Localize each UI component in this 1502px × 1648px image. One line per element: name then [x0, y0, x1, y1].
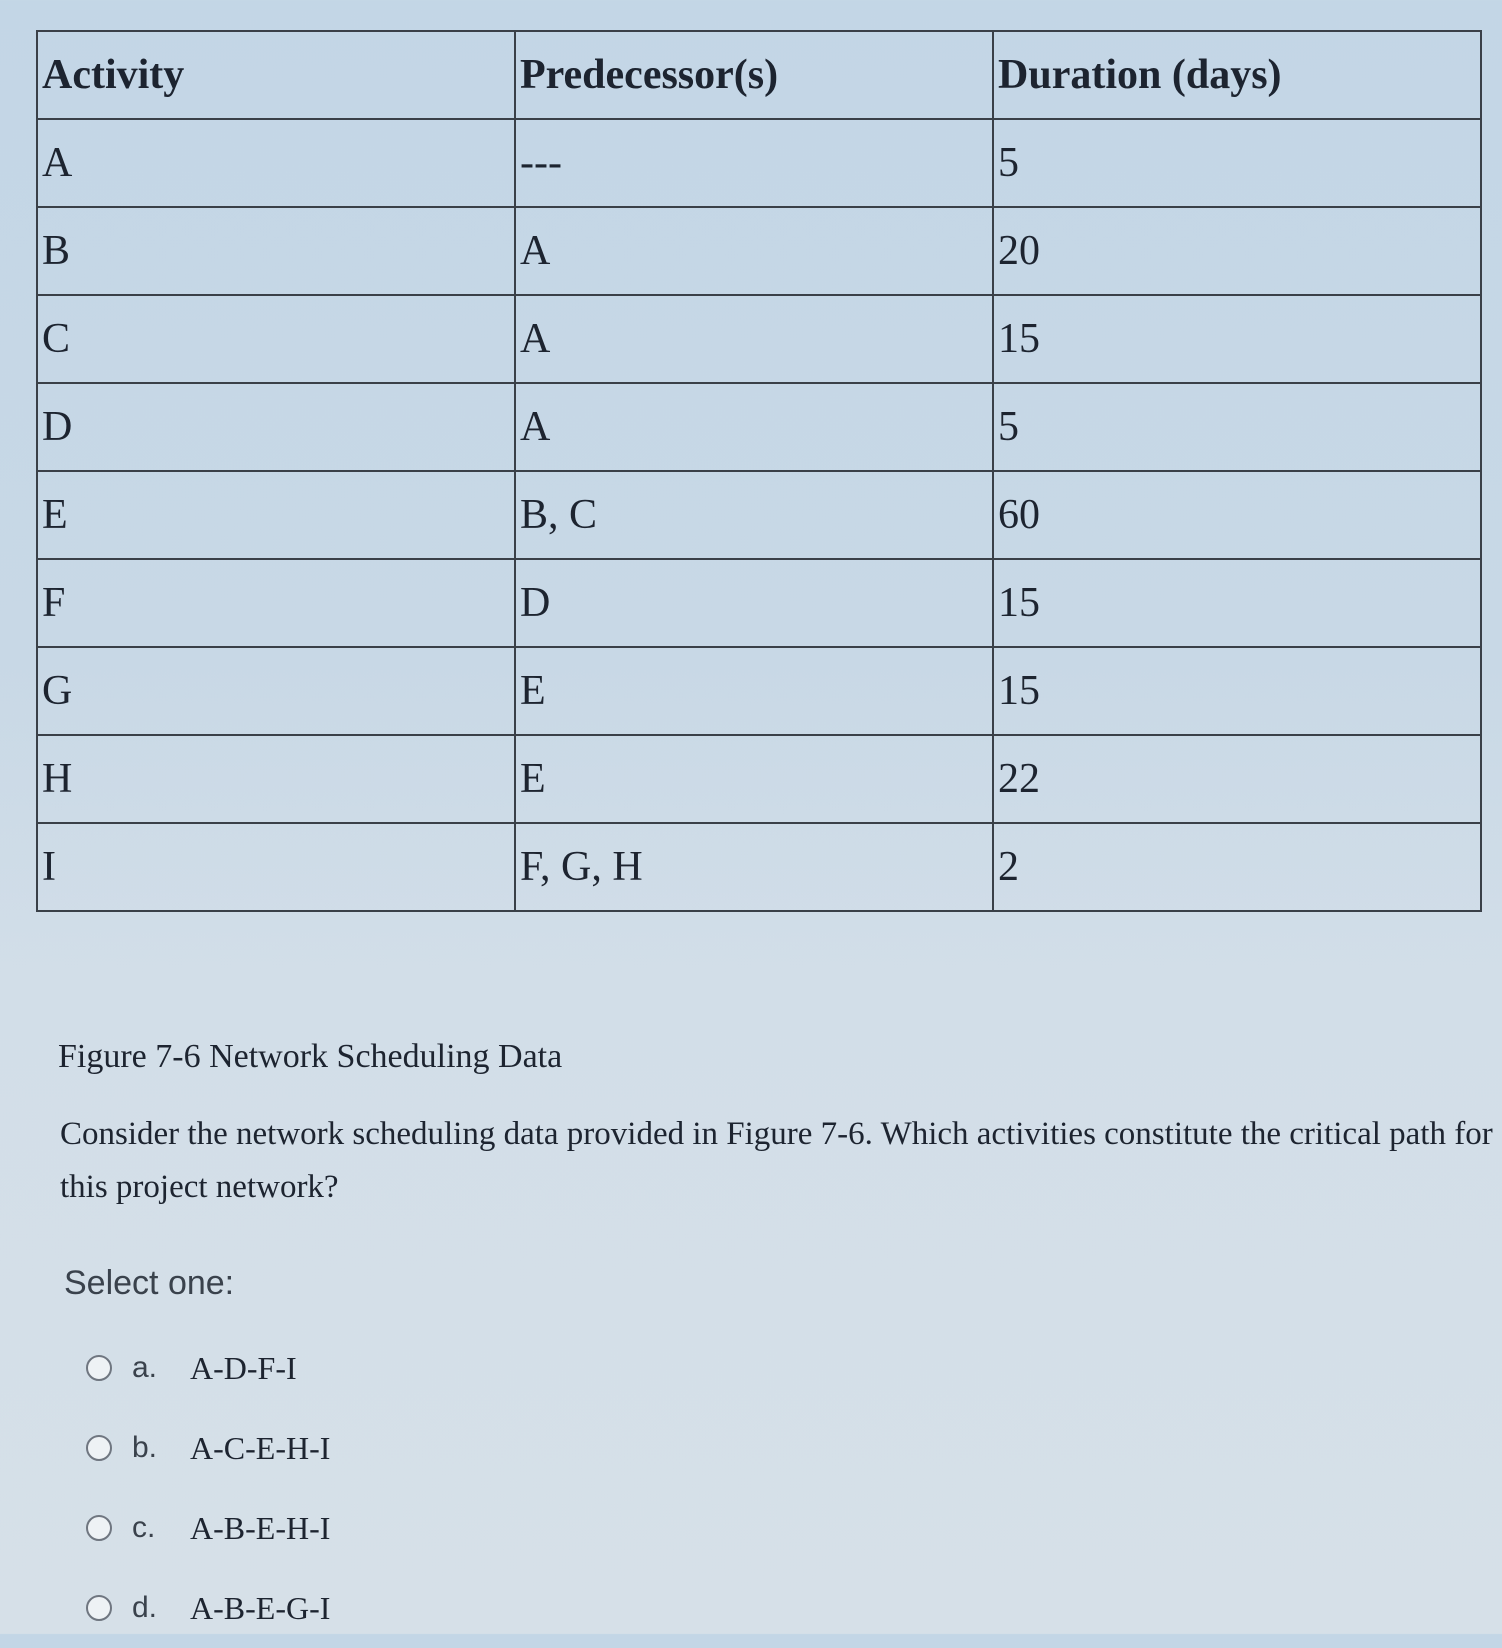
activity-cell: F — [37, 559, 515, 647]
predecessor-cell: E — [515, 647, 993, 735]
radio-button-a[interactable] — [86, 1355, 112, 1381]
predecessor-cell: A — [515, 295, 993, 383]
predecessor-cell: B, C — [515, 471, 993, 559]
table-row — [37, 207, 1481, 295]
option-text[interactable]: A-C-E-H-I — [190, 1429, 331, 1466]
option-letter: a. — [132, 1351, 158, 1384]
predecessor-cell: F, G, H — [515, 823, 993, 911]
header-predecessors: Predecessor(s) — [515, 31, 993, 119]
radio-button-c[interactable] — [86, 1515, 112, 1541]
radio-button-d[interactable] — [86, 1595, 112, 1621]
table-row — [37, 647, 1481, 735]
table-row — [37, 471, 1481, 559]
predecessor-cell: --- — [515, 119, 993, 207]
question-text: Consider the network scheduling data provided in Figure 7-6. Which activities constitute the critical path for this project network? — [60, 1116, 1493, 1205]
header-activity: Activity — [37, 31, 515, 119]
predecessor-cell: A — [515, 383, 993, 471]
table-header-row — [37, 31, 1481, 119]
option-text[interactable]: A-B-E-G-I — [190, 1589, 331, 1626]
option-a[interactable] — [86, 1328, 330, 1408]
table-row — [37, 735, 1481, 823]
option-letter: c. — [132, 1511, 156, 1544]
option-text[interactable]: A-B-E-H-I — [190, 1509, 331, 1546]
answer-options — [86, 1328, 330, 1648]
option-letter: b. — [132, 1431, 158, 1464]
activity-cell: A — [37, 119, 515, 207]
activity-cell: B — [37, 207, 515, 295]
table-row — [37, 295, 1481, 383]
radio-button-b[interactable] — [86, 1435, 112, 1461]
duration-cell: 20 — [993, 207, 1481, 295]
duration-cell: 5 — [993, 119, 1481, 207]
option-letter: d. — [132, 1591, 158, 1624]
table-row — [37, 559, 1481, 647]
predecessor-cell: E — [515, 735, 993, 823]
header-duration: Duration (days) — [993, 31, 1481, 119]
activity-cell: G — [37, 647, 515, 735]
activity-cell: C — [37, 295, 515, 383]
duration-cell: 22 — [993, 735, 1481, 823]
duration-cell: 60 — [993, 471, 1481, 559]
network-scheduling-table — [36, 30, 1482, 912]
option-b[interactable] — [86, 1408, 330, 1488]
table-row — [37, 383, 1481, 471]
option-d[interactable] — [86, 1568, 330, 1648]
predecessor-cell: D — [515, 559, 993, 647]
select-one-label: Select one: — [64, 1264, 235, 1302]
duration-cell: 15 — [993, 295, 1481, 383]
duration-cell: 15 — [993, 647, 1481, 735]
figure-caption: Figure 7-6 Network Scheduling Data — [58, 1038, 563, 1075]
duration-cell: 2 — [993, 823, 1481, 911]
table-row — [37, 119, 1481, 207]
activity-cell: H — [37, 735, 515, 823]
predecessor-cell: A — [515, 207, 993, 295]
duration-cell: 15 — [993, 559, 1481, 647]
option-text[interactable]: A-D-F-I — [190, 1349, 297, 1386]
activity-cell: I — [37, 823, 515, 911]
table-row — [37, 823, 1481, 911]
duration-cell: 5 — [993, 383, 1481, 471]
activity-cell: E — [37, 471, 515, 559]
activity-cell: D — [37, 383, 515, 471]
option-c[interactable] — [86, 1488, 330, 1568]
